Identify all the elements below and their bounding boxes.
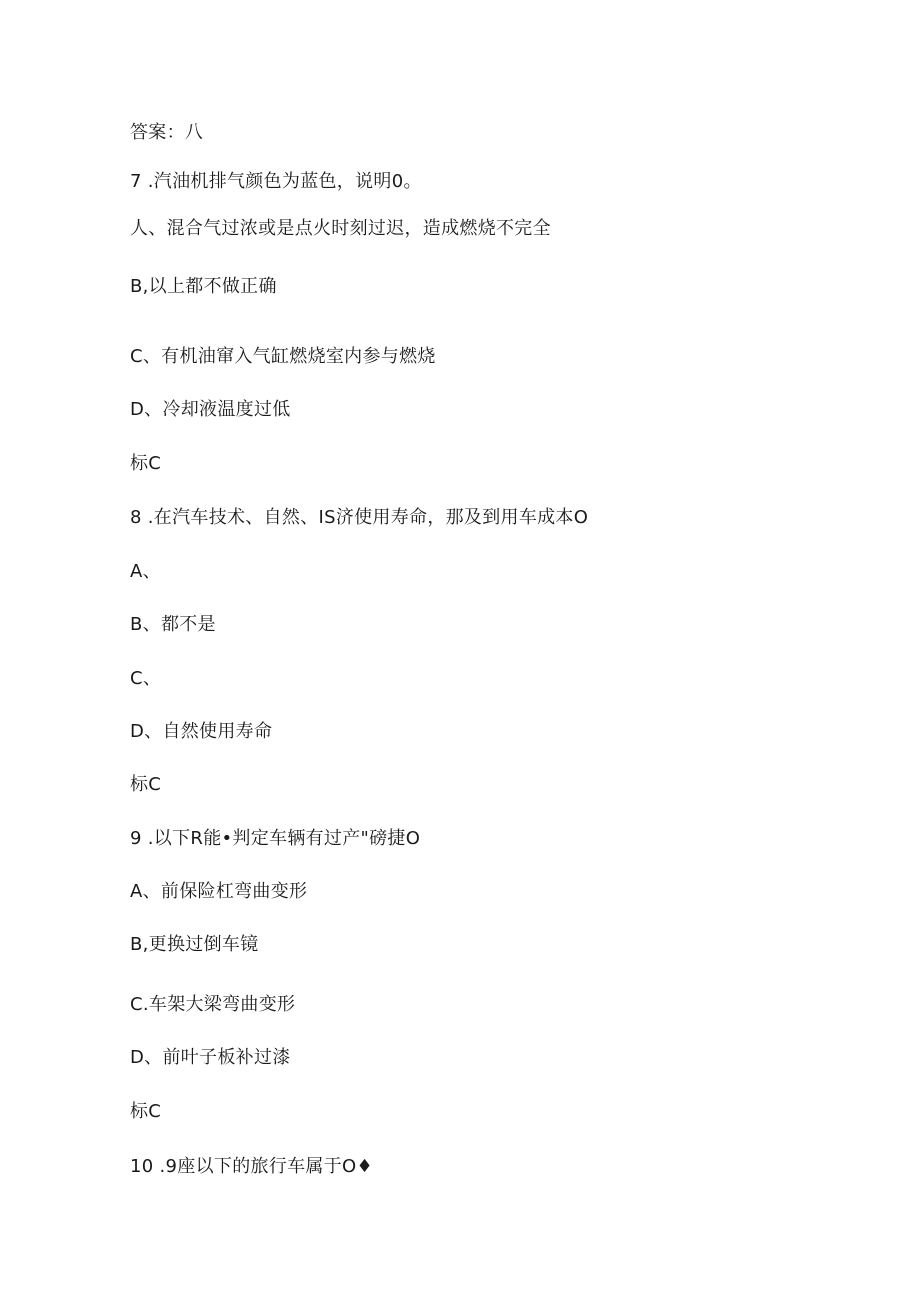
option-a: A、前保险杠弯曲变形 (130, 881, 308, 902)
question-8: 8 .在汽车技术、自然、IS济使用寿命，那及到用车成本O (130, 507, 589, 528)
answer-line: 答案：八 (130, 122, 204, 143)
option-b: B,更换过倒车镜 (130, 934, 259, 955)
option-b: B、都不是 (130, 614, 216, 635)
option-a: A、 (130, 561, 161, 582)
question-7: 7 .汽油机排气颜色为蓝色，说明0。 (130, 171, 422, 192)
option-b: B,以上都不做正确 (130, 276, 277, 297)
option-c: C、有机油窜入气缸燃烧室内参与燃烧 (130, 346, 436, 367)
question-9: 9 .以下R能•判定车辆有过产"磅捷O (130, 828, 421, 849)
option-d: D、冷却液温度过低 (130, 399, 291, 420)
answer-line: 标C (130, 774, 162, 795)
option-c: C、 (130, 668, 162, 689)
option-d: D、自然使用寿命 (130, 721, 273, 742)
answer-line: 标C (130, 1101, 162, 1122)
option-c: C.车架大梁弯曲变形 (130, 994, 296, 1015)
question-10: 10 .9座以下的旅行车属于O♦ (130, 1156, 373, 1177)
option-a: 人、混合气过浓或是点火时刻过迟，造成燃烧不完全 (130, 218, 551, 239)
answer-line: 标C (130, 453, 162, 474)
option-d: D、前叶子板补过漆 (130, 1047, 291, 1068)
